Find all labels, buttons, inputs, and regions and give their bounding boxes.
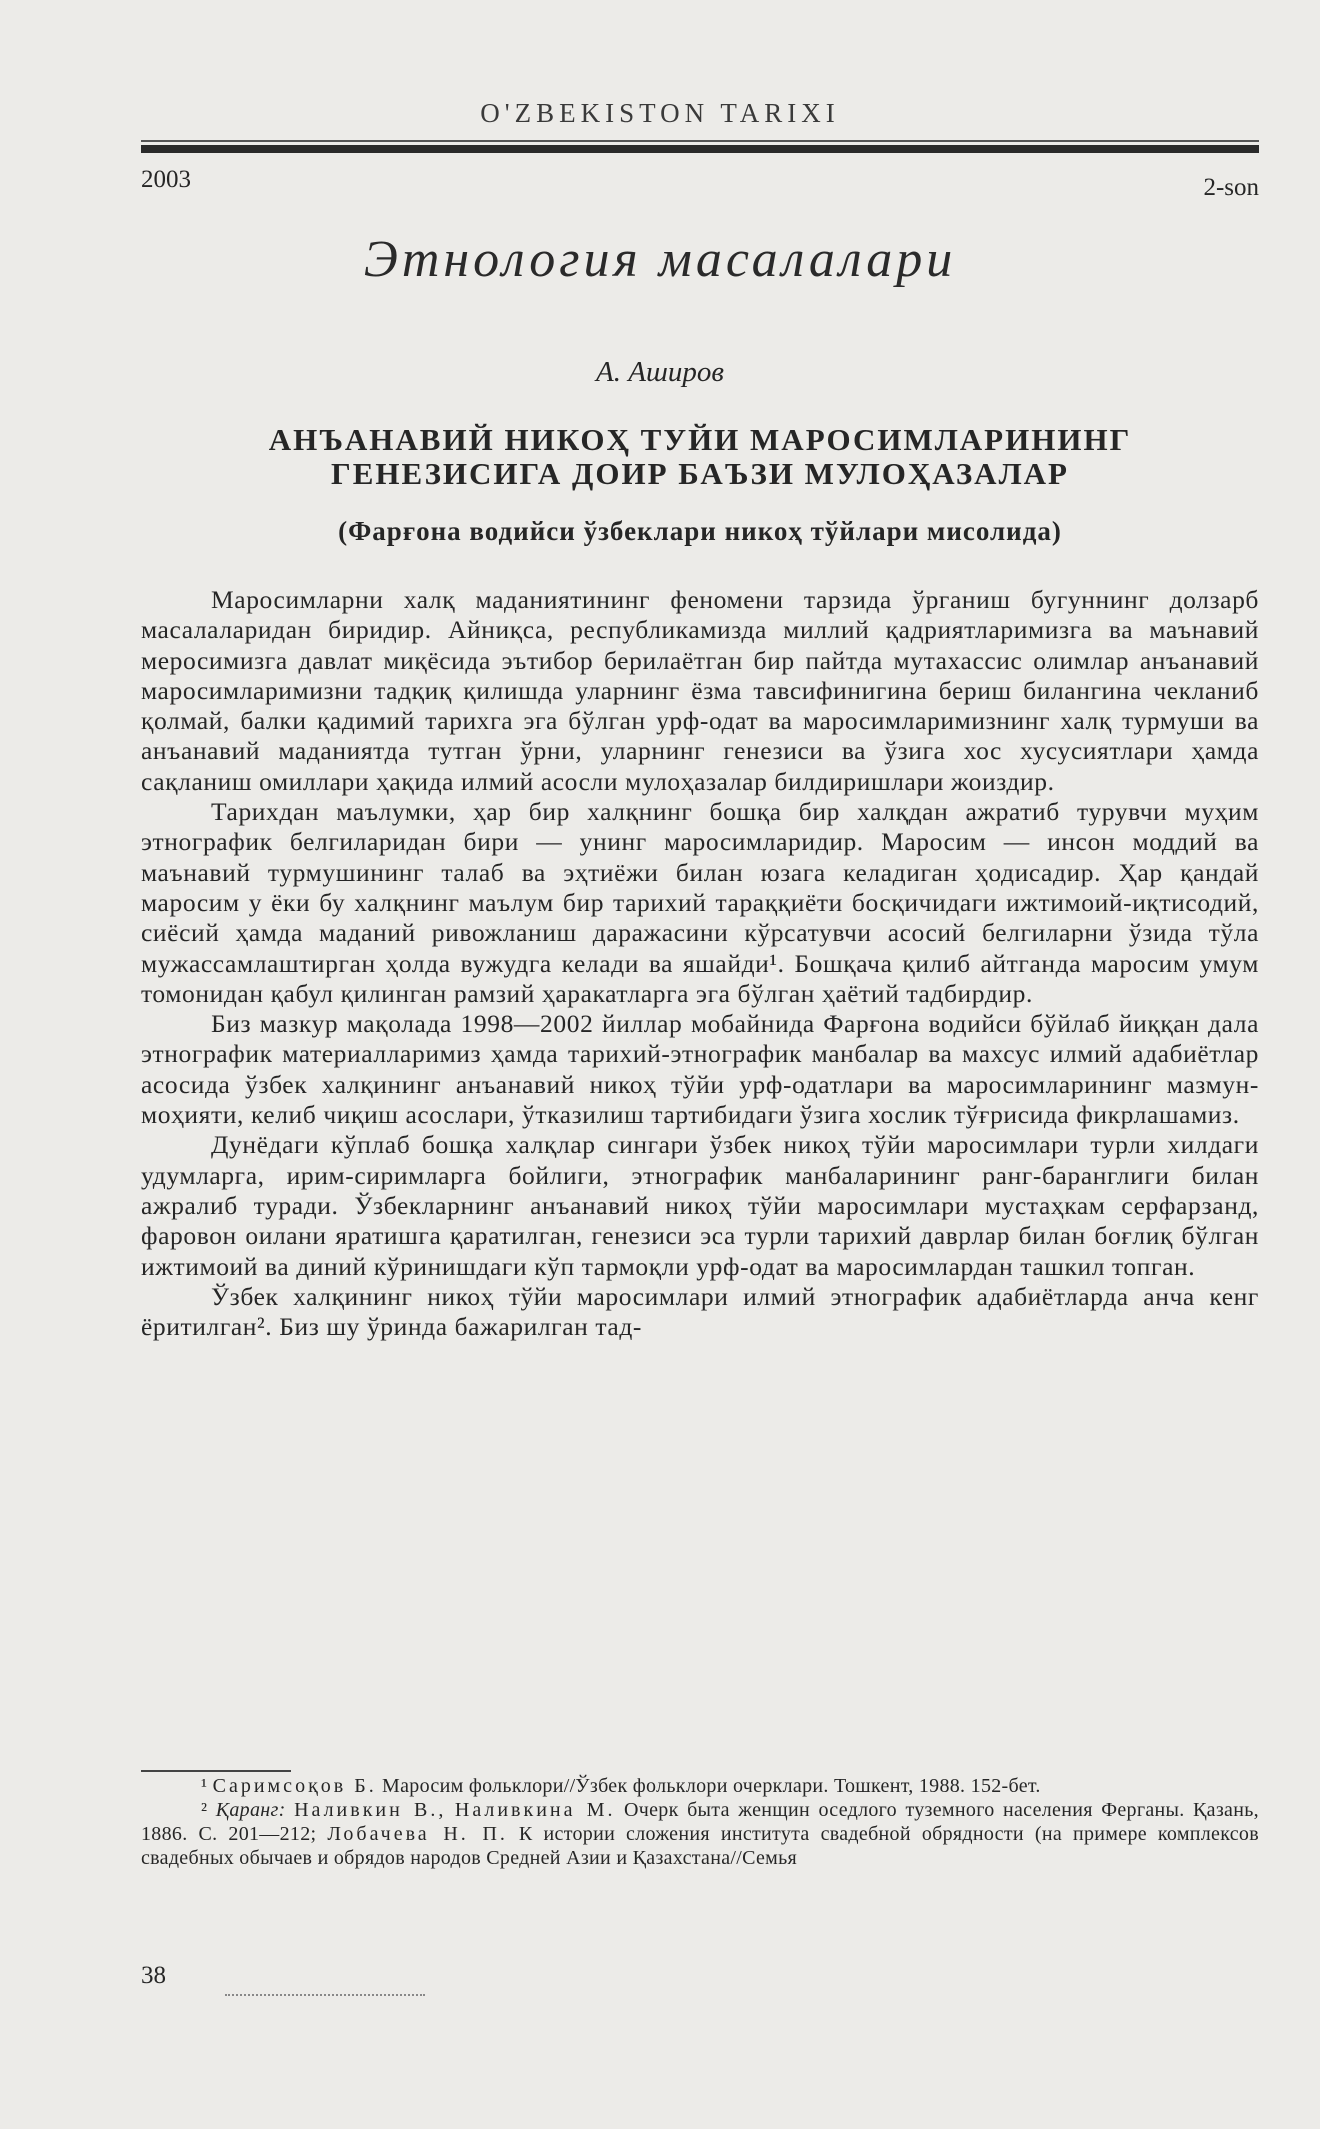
journal-issue: 2-son xyxy=(1203,174,1259,201)
page-number: 38 xyxy=(141,1962,166,1989)
header-rule-thick xyxy=(141,145,1259,153)
journal-name: O'ZBEKISTON TARIXI xyxy=(480,98,840,128)
footnotes xyxy=(141,1774,1259,1870)
body-paragraph-3: Биз мазкур мақолада 1998—2002 йиллар мобайнида Фарғона водийси бўйлаб йиққан дала этнографик материалларимиз ҳамда тарихий-этнографик манбалар ва махсус илмий адабиётлар асосида ўзбек халқининг анъанавий никоҳ тўйи урф-одатлари ва маросимларининг мазмун-моҳияти, келиб чиқиш асослари, ўтказилиш тартибидаги ўзига хослик тўғрисида фикрлашамиз. xyxy=(141,1009,1259,1130)
body-paragraph-5: Ўзбек халқининг никоҳ тўйи маросимлари илмий этнографик адабиётларда анча кенг ёритилган². Биз шу ўринда бажарилган тад- xyxy=(141,1281,1259,1342)
article-title xyxy=(140,423,1260,491)
header-rule-thin xyxy=(141,140,1259,142)
footnote-2 xyxy=(141,1798,1259,1870)
article-subtitle: (Фарғона водийси ўзбеклари никоҳ тўйлари мисолида) xyxy=(338,516,1062,546)
footnote-1-marker: ¹ xyxy=(201,1775,208,1797)
footnote-rule xyxy=(141,1770,291,1772)
article-body xyxy=(141,585,1259,1342)
footnote-1 xyxy=(141,1774,1259,1798)
footnote-1-text: Маросим фольклори//Ўзбек фольклори очерклари. Тошкент, 1988. 152-бет. xyxy=(382,1775,1041,1797)
body-paragraph-4: Дунёдаги кўплаб бошқа халқлар сингари ўзбек никоҳ тўйи маросимлари турли хилдаги удумларга, ирим-сиримларга бойлиги, этнографик манбаларининг ранг-баранглиги билан ажралиб туради. Ўзбекларнинг анъанавий никоҳ тўйи маросимлари мустаҳкам серфарзанд, фаровон оилани яратишга қаратилган, генезиси эса турли тарихий даврлар билан боғлиқ бўлган ижтимоий ва диний кўринишдаги кўп тармоқли урф-одат ва маросимлардан ташкил топган. xyxy=(141,1130,1259,1281)
footnote-2-marker: ² xyxy=(201,1799,208,1821)
footnote-2-author-1: Наливкин В., xyxy=(294,1799,447,1821)
article-author: А. Аширов xyxy=(596,356,724,388)
article-title-line-1: АНЪАНАВИЙ НИКОҲ ТУЙИ МАРОСИМЛАРИНИНГ xyxy=(268,422,1132,457)
footnote-2-author-3: Лобачева Н. П. xyxy=(327,1823,508,1845)
journal-year: 2003 xyxy=(141,166,191,193)
body-paragraph-1: Маросимларни халқ маданиятининг феномени тарзида ўрганиш бугуннинг долзарб масалаларидан биридир. Айниқса, республикамизда миллий қадриятларимизга ва маънавий меросимизга давлат миқёсида эътибор берилаётган бир пайтда мутахассис олимлар анъанавий маросимларимизни тадқиқ қилишда уларнинг ёзма тавсифинигина бериш билангина чекланиб қолмай, балки қадимий тарихга эга бўлган урф-одат ва маросимларимизнинг халқ турмуши ва анъанавий маданиятда тутган ўрни, уларнинг генезиси ва ўзига хос хусусиятлари ҳамда сақланиш омиллари ҳақида илмий асосли мулоҳазалар билдиришлари жоиздир. xyxy=(141,585,1259,796)
section-title: Этнология масалалари xyxy=(363,231,957,288)
footnote-2-author-2: Наливкина М. xyxy=(454,1799,616,1821)
body-paragraph-2: Тарихдан маълумки, ҳар бир халқнинг бошқа бир халқдан ажратиб турувчи муҳим этнографик белгиларидан бири — унинг маросимларидир. Маросим — инсон моддий ва маънавий турмушининг талаб ва эҳтиёжи билан юзага келадиган ҳодисадир. Ҳар қандай маросим у ёки бу халқнинг маълум бир тарихий тараққиёти босқичидаги ижтимоий-иқтисодий, сиёсий ҳамда маданий ривожланиш даражасини кўрсатувчи асосий белгиларни ўзида тўла мужассамлаштирган ҳолда вужудга келади ва яшайди¹. Бошқача қилиб айтганда маросим умум томонидан қабул қилинган рамзий ҳаракатларга эга бўлган ҳаётий тадбирдир. xyxy=(141,797,1259,1008)
bottom-print-marks xyxy=(225,1994,425,1999)
footnote-2-text-1: Очерк быта женщин оседлого туземного населения Ферганы. Қазань, 1886. С. 201—212; xyxy=(141,1799,1259,1845)
article-title-line-2: ГЕНЕЗИСИГА ДОИР БАЪЗИ МУЛОҲАЗАЛАР xyxy=(331,456,1069,491)
footnote-2-text-2: К истории сложения института свадебной обрядности (на примере комплексов свадебных обычаев и обрядов народов Средней Азии и Қазахстана//Семья xyxy=(141,1823,1259,1869)
footnote-1-author: Саримсоқов Б. xyxy=(212,1775,377,1797)
footnote-2-see: Қаранг: xyxy=(215,1799,286,1821)
